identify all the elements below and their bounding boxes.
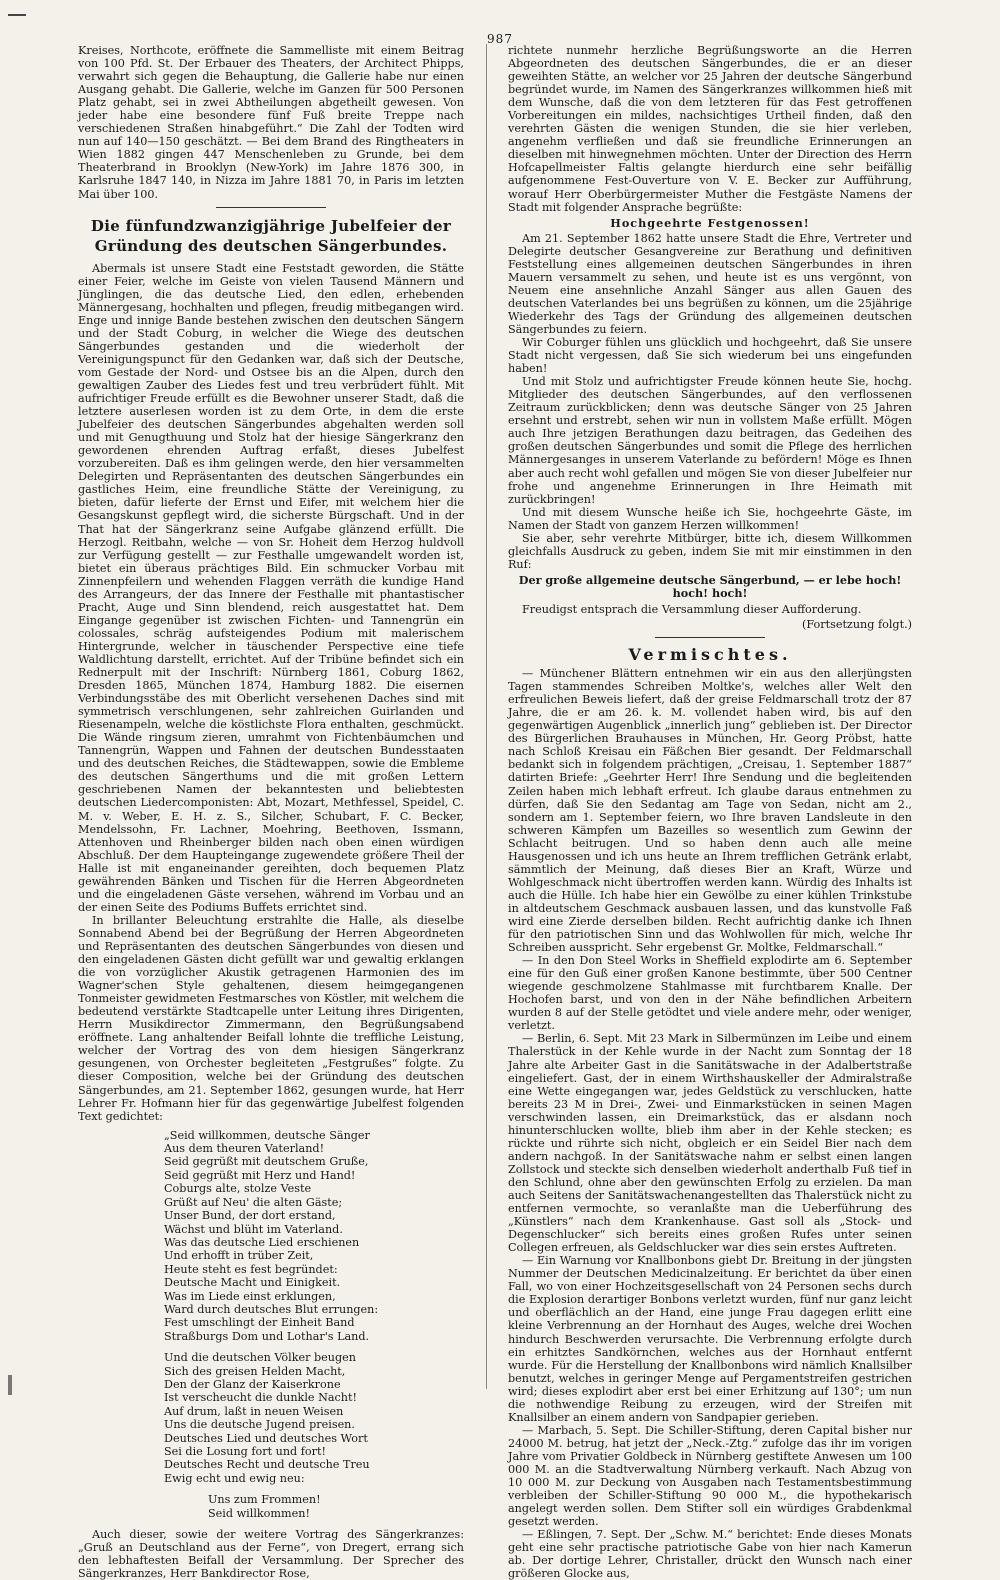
section-divider xyxy=(216,207,326,208)
poem-line: Den der Glanz der Kaiserkrone xyxy=(164,1377,341,1391)
right-column xyxy=(508,44,912,1580)
cheer-line: Der große allgemeine deutsche Sängerbund, — er lebe hoch! hoch! hoch! xyxy=(518,572,902,600)
poem-line: Wächst und blüht im Vaterland. xyxy=(164,1222,343,1236)
poem-line: Heute steht es fest begründet: xyxy=(164,1262,338,1276)
column-rule xyxy=(486,44,488,1389)
poem-line: Was im Liede einst erklungen, xyxy=(164,1289,336,1303)
poem-line: Aus dem theuren Vaterland! xyxy=(164,1142,325,1156)
left-column xyxy=(78,44,464,1580)
speech-paragraph: Wir Coburger fühlen uns glücklich und hochgeehrt, daß Sie unsere Stadt nicht vergessen, daß Sie sich wiederum bei uns eingefunden haben! xyxy=(508,336,912,376)
page-number: 987 xyxy=(487,32,513,46)
news-item: — Ein Warnung vor Knallbonbons giebt Dr. Breitung in der jüngsten Nummer der Deutschen Medicinalzeitung. Er berichtet da über einen Fall, wo von einer Hochzeitsgesellschaft von 24 Personen sechs durch die Explosion derartiger Bonbons verletzt wurden, fünf nur ganz leicht und oberflächlich an der Hand, eine junge Frau dagegen erlitt eine kleine Verbrennung an der Hornhaut des Auges, welche drei Wochen hindurch Beschwerden verursachte. Die Verbrennung erfolgte durch ein erhitztes Sandkörnchen, welches aus der Hornhaut entfernt wurde. Für die Herstellung der Knallbonbons wird nämlich Knallsilber benutzt, welches in geringer Menge auf Pergamentstreifen gestrichen wird; dieses explodirt aber erst bei einer Erhitzung auf 130°; um nun die nothwendige Reibung zu erzeugen, wird der Streifen mit Knallsilber an einem andern von Sandpapier gerieben. xyxy=(508,1254,912,1424)
section-divider xyxy=(655,637,765,638)
poem-line: Fest umschlingt der Einheit Band xyxy=(164,1316,355,1330)
article-paragraph: richtete nunmehr herzliche Begrüßungsworte an die Herren Abgeordneten des deutschen Sängerbundes, die er an dieser geweihten Stätte, an welcher vor 25 Jahren der deutsche Sängerbund begründet wurde, im Namen des Sängerkranzes willkommen hieß mit dem Wunsche, daß die von dem letzteren für das Fest getroffenen Vorbereitungen ein mildes, nachsichtiges Urtheil finden, daß den verehrten Gästen die wenigen Stunden, die sie hier verleben, angenehm verfließen und daß sie freundliche Erinnerungen an dieselben mit hinwegnehmen möchten. Unter der Direction des Herrn Hofcapellmeister Faltis gelangte hierdurch eine sehr beifällig aufgenommene Fest-Ouverture von V. E. Becker zur Aufführung, worauf Herr Oberbürgermeister Muther die Festgäste Namens der Stadt mit folgender Ansprache begrüßte: xyxy=(508,44,912,214)
speech-paragraph: Am 21. September 1862 hatte unsere Stadt die Ehre, Vertreter und Delegirte deutscher Gesangvereine zur Berathung und definitiven Feststellung eines allgemeinen deutschen Sängerbundes in ihren Mauern versammelt zu sehen, und heute ist es uns vergönnt, von Neuem eine ansehnliche Anzahl Sänger aus allen Gauen des deutschen Vaterlandes bei uns begrüßen zu können, um die 25jährige Wiederkehr des Tags der Gründung des allgemeinen deutschen Sängerbundes zu feiern. xyxy=(508,231,912,336)
poem-stanza xyxy=(164,1493,464,1520)
poem-stanza xyxy=(164,1351,464,1485)
poem-line: Straßburgs Dom und Lothar's Land. xyxy=(164,1329,370,1343)
speech-greeting: Hochgeehrte Festgenossen! xyxy=(610,215,810,230)
article-paragraph: Abermals ist unsere Stadt eine Feststadt geworden, die Stätte einer Feier, welche im Geiste von vielen Tausend Männern und Jünglingen, die das deutsche Lied, den edlen, erhebenden Männergesang, hochhalten und pflegen, freudig mitbegangen wird. Enge und innige Bande bestehen zwischen den deutschen Sängern und der Stadt Coburg, in welcher die Wiege des deutschen Sängerbundes gestanden und die wiederholt der Vereinigungspunct für den Gedanken war, daß sich der Deutsche, vom Gestade der Nord- und Ostsee bis an die Alpen, durch den gewaltigen Zauber des Liedes fest und treu verbrüdert fühlt. Mit aufrichtiger Freude erfüllt es die Bewohner unserer Stadt, daß die letztere auserlesen worden ist zu dem Orte, in dem die erste Jubelfeier des deutschen Sängerbundes abgehalten werden soll und mit Genugthuung und Stolz hat der hiesige Sängerkranz den gewordenen ehrenden Auftrag erfaßt, dieses Jubelfest vorzubereiten. Daß es ihm gelingen werde, den hier versammelten Delegirten und Repräsentanten des deutschen Sängerbundes ein gastliches Heim, eine freundliche Stätte der Vereinigung, zu bieten, dafür lieferte der Ernst und Eifer, mit welchem hier die Gesangskunst gepflegt wird, die sicherste Bürgschaft. Und in der That hat der Sängerkranz seine Aufgabe glänzend erfüllt. Die Herzogl. Reitbahn, welche — von Sr. Hoheit dem Herzog huldvoll zur Verfügung gestellt — zur Festhalle umgewandelt worden ist, bietet ein überaus prächtiges Bild. Ein schmucker Vorbau mit Zinnenpfeilern und wehenden Flaggen verräth die kundige Hand des Arrangeurs, der das Innere der Festhalle mit phantastischer Pracht, Auge und Sinn blendend, reich ausgestattet hat. Dem Eingange gegenüber ist zwischen Fichten- und Tannengrün ein colossales, schräg aufsteigendes Podium mit malerischem Hintergrunde, welcher in täuschender Perspective eine tiefe Waldlichtung darstellt, errichtet. Auf der Tribüne befindet sich ein Rednerpult mit der Inschrift: Nürnberg 1861, Coburg 1862, Dresden 1865, München 1874, Hamburg 1882. Die eisernen Verbindungsstäbe des mit Oberlicht versehenen Daches sind mit symmetrisch verschlungenen, sehr zahlreichen Guirlanden und Riesenampeln, welche die köstlichste Flora enthalten, geschmückt. Die Wände ringsum zieren, umrahmt von Fichtenbäumchen und Tannengrün, Wappen und Fahnen der deutschen Bundesstaaten und des deutschen Reiches, die Städtewappen, sowie die Embleme des deutschen Sängerthums und die mit großen Lettern geschriebenen Namen der bekanntesten und beliebtesten deutschen Liedercomponisten: Abt, Mozart, Methfessel, Speidel, C. M. v. Weber, E. H. z. S., Silcher, Schubart, F. C. Becker, Mendelssohn, Fr. Lachner, Moehring, Beethoven, Issmann, Attenhoven und Rheinberger bilden nach oben einen würdigen Abschluß. Der dem Haupteingange zugewendete größere Theil der Halle ist mit enganeinander gereihten, doch bequemen Platz gewährenden Bänken und Tischen für die Herren Abgeordneten und die eingeladenen Gäste versehen, während im Vorbau und an der einen Seite des Podiums Buffets errichtet sind. xyxy=(78,261,464,914)
poem-line: Seid gegrüßt mit deutschem Gruße, xyxy=(164,1155,369,1169)
poem-line: Sei die Losung fort und fort! xyxy=(164,1445,326,1458)
poem-line: Seid gegrüßt mit Herz und Hand! xyxy=(164,1168,356,1182)
poem-line: Seid willkommen! xyxy=(208,1506,310,1520)
news-item: — Berlin, 6. Sept. Mit 23 Mark in Silbermünzen im Leibe und einem Thalerstück in der Kehle wurde in der Nacht zum Sonntag der 18 Jahre alte Arbeiter Gast in die Sanitätswache in der Adalbertstraße eingeliefert. Gast, der in einem Wirthshauskeller der Admiralstraße eine Wette eingegangen war, jedes Geldstück zu verschlucken, hatte bereits 23 M in Drei-, Zwei- und Einmarkstücken in seinen Magen verschwinden lassen, ein Dreimarkstück, das er alsdann noch hinunterschlucken wollte, blieb ihm aber in der Kehle stecken; es rückte und rührte sich nicht, obgleich er ein Seidel Bier nach dem andern nachgoß. In der Sanitätswache nahm er selbst einen langen Zollstock und steckte sich denselben wiederholt anderthalb Fuß tief in den Schlund, ohne aber den gewünschten Erfolg zu erzielen. Da man auch Seitens der Sanitätswachenangestellten das Thalerstück nicht zu entfernen vermochte, so veranlaßte man die Ueberführung des „Künstlers“ nach dem Krankenhause. Gast soll als „Stock- und Degenschlucker“ sich bereits eines großen Rufes unter seinen Collegen erfreuen, als Geldschlucker war dies sein erstes Auftreten. xyxy=(508,1032,912,1255)
poem-line: „Seid willkommen, deutsche Sänger xyxy=(164,1128,370,1142)
poem-line: Deutsches Lied und deutsches Wort xyxy=(164,1431,368,1445)
page-edge-mark xyxy=(8,14,26,16)
poem-line: Ewig echt und ewig neu: xyxy=(164,1471,305,1485)
margin-mark xyxy=(8,1375,12,1395)
speech-paragraph: Und mit diesem Wunsche heiße ich Sie, hochgeehrte Gäste, im Namen der Stadt von ganzem Herzen willkommen! xyxy=(508,505,912,532)
poem-stanza xyxy=(164,1129,464,1344)
poem xyxy=(164,1129,464,1520)
news-item: — Marbach, 5. Sept. Die Schiller-Stiftung, deren Capital bisher nur 24000 M. betrug, hat jetzt der „Neck.-Ztg.“ zufolge das ihr im vorigen Jahre vom Privatier Goldbeck in Nürnberg gestiftete Anwesen um 100 000 M. an die Stadtverwaltung Nürnberg verkauft. Nach Abzug von 10 000 M. zur Deckung von Ausgaben nach Testamentsbestimmung verbleiben der Schiller-Stiftung 90 000 M., die hypothekarisch angelegt werden sollen. Dem Stifter soll ein würdiges Grabdenkmal gesetzt werden. xyxy=(508,1423,912,1529)
news-item: — Münchener Blättern entnehmen wir ein aus den allerjüngsten Tagen stammendes Schreiben Moltke's, welches aller Welt den erfreulichen Beweis liefert, daß der greise Feldmarschall trotz der 87 Jahre, die er am 26. k. M. vollendet haben wird, bis auf den gegenwärtigen Augenblick „innerlich jung“ geblieben ist. Der Director des Bürgerlichen Brauhauses in München, Hr. Georg Pröbst, hatte nach Schloß Kreisau ein Fäßchen Bier gesandt. Der Feldmarschall bedankt sich in folgendem prächtigen, „Creisau, 1. September 1887“ datirten Briefe: „Geehrter Herr! Ihre Sendung und die begleitenden Zeilen haben mich lebhaft erfreut. Ich glaube daraus entnehmen zu dürfen, daß Sie den Sedantag am Tage von Sedan, nicht am 2., sondern am 1. September feiern, wo Ihre braven Landsleute in den schweren Kämpfen um Bazeilles so wesentlich zum Gewinn der Schlacht beitrugen. Und so haben denn auch alle meine Hausgenossen und ich uns heute an Ihrem trefflichen Getränk erlabt, sämmtlich der Meinung, daß dieses Bier an Kraft, Würze und Wohlgeschmack nicht übertroffen werden kann. Würdig des Inhalts ist auch die Hülle. Ich habe hier ein Gewölbe zu einer kühlen Trinkstube in altdeutschem Geschmack ausbauen lassen, und das kunstvolle Faß wird eine Zierde derselben bilden. Recht aufrichtig danke ich Ihnen für den patriotischen Sinn und das Wohlwollen für mich, welche Ihr Schreiben ausspricht. Sehr ergebenst Gr. Moltke, Feldmarschall.“ xyxy=(508,667,912,955)
poem-line: Uns die deutsche Jugend preisen. xyxy=(164,1418,355,1432)
poem-line: Und die deutschen Völker beugen xyxy=(164,1351,356,1365)
poem-line: Coburgs alte, stolze Veste xyxy=(164,1182,312,1196)
poem-line: Was das deutsche Lied erschienen xyxy=(164,1235,360,1249)
poem-line: Sich des greisen Helden Macht, xyxy=(164,1364,346,1378)
poem-line: Unser Bund, der dort erstand, xyxy=(164,1209,336,1223)
poem-line: Deutsches Recht und deutsche Treu xyxy=(164,1458,370,1472)
speech-paragraph: Sie aber, sehr verehrte Mitbürger, bitte ich, diesem Willkommen gleichfalls Ausdruck zu geben, indem Sie mit mir einstimmen in den Ruf: xyxy=(508,531,912,571)
poem-line: Und erhofft in trüber Zeit, xyxy=(164,1249,314,1263)
article-paragraph: Auch dieser, sowie der weitere Vortrag des Sängerkranzes: „Gruß an Deutschland aus der Ferne“, von Dregert, errang sich den lebhaftesten Beifall der Versammlung. Der Sprecher des Sängerkranzes, Herr Bankdirector Rose, xyxy=(78,1528,464,1580)
poem-line: Ist verscheucht die dunkle Nacht! xyxy=(164,1391,358,1405)
poem-line: Deutsche Macht und Einigkeit. xyxy=(164,1276,341,1290)
poem-line: Uns zum Frommen! xyxy=(208,1493,321,1507)
section-title: Vermischtes. xyxy=(628,645,792,665)
article-continuation: Kreises, Northcote, eröffnete die Sammelliste mit einem Beitrag von 100 Pfd. St. Der Erbauer des Theaters, der Architect Phipps, verwahrt sich gegen die Behauptung, die Gallerie habe nur einen Ausgang gehabt. Die Gallerie, welche im Ganzen für 500 Personen Platz gehabt, sei in zwei Abtheilungen abgetheilt gewesen. Von jeder habe eine besondere fünf Fuß breite Treppe nach verschiedenen Straßen hinabgeführt.“ Die Zahl der Todten wird nun auf 140—150 geschätzt. — Bei dem Brand des Ringtheaters in Wien 1882 gingen 447 Menschenleben zu Grunde, bei dem Theaterbrand in Brooklyn (New-York) im Jahre 1876 300, in Karlsruhe 1847 140, in Nizza im Jahre 1881 70, in Paris im letzten Mai über 100. xyxy=(78,44,464,201)
continued-note: (Fortsetzung folgt.) xyxy=(801,618,912,632)
speech-paragraph: Und mit Stolz und aufrichtigster Freude können heute Sie, hochg. Mitglieder des deutschen Sängerbundes, auf den verflossenen Zeitraum zurückblicken; denn was deutsche Sänger von 25 Jahren ersehnt und erstrebt, sehen wir nun in vollstem Maße erfüllt. Mögen auch Ihre jetzigen Berathungen dazu beitragen, das Gedeihen des großen deutschen Sängerbundes und somit die Pflege des herrlichen Männergesanges in unserem Vaterlande zu befördern! Möge es Ihnen aber auch recht wohl gefallen und mögen Sie von dieser Jubelfeier nur frohe und angenehme Erinnerungen in Ihre Heimath mit zurückbringen! xyxy=(508,375,912,506)
news-item: — In den Don Steel Works in Sheffield explodirte am 6. September eine für den Guß einer großen Kanone bestimmte, über 500 Centner wiegende geschmolzene Stahlmasse mit furchtbarem Knalle. Der Hochofen barst, und von den in der Nähe befindlichen Arbeitern wurden 8 auf der Stelle getödtet und viele andere mehr, oder weniger, verletzt. xyxy=(508,954,912,1033)
poem-line: Ward durch deutsches Blut errungen: xyxy=(164,1302,379,1316)
poem-line: Auf drum, laßt in neuen Weisen xyxy=(164,1404,344,1418)
article-paragraph: Freudigst entsprach die Versammlung dieser Aufforderung. xyxy=(522,602,862,616)
news-item: — Eßlingen, 7. Sept. Der „Schw. M.“ berichtet: Ende dieses Monats geht eine sehr practische patriotische Gabe von hier nach Kamerun ab. Der dortige Lehrer, Christaller, drückt den Wunsch nach einer größeren Glocke aus, xyxy=(508,1528,912,1580)
article-paragraph: In brillanter Beleuchtung erstrahlte die Halle, als dieselbe Sonnabend Abend bei der Begrüßung der Herren Abgeordneten und Repräsentanten des deutschen Sängerbundes von diesen und den eingeladenen Gästen dicht gefüllt war und gewaltig erklangen die von vorzüglicher Akustik getragenen Harmonien des im Wagner'schen Style gehaltenen, diesem heimgegangenen Tonmeister gewidmeten Festmarsches von Köstler, mit welchem die bedeutend verstärkte Stadtcapelle unter Leitung ihres Dirigenten, Herrn Musikdirector Zimmermann, den Begrüßungsabend eröffnete. Lang anhaltender Beifall lohnte die treffliche Leistung, welcher der Vortrag des von dem hiesigen Sängerkranz gesungenen, von Orchester begleiteten „Festgrußes“ folgte. Zu dieser Composition, welche bei der Gründung des deutschen Sängerbundes, am 21. September 1862, gesungen wurde, hat Herr Lehrer Fr. Hofmann hier für das gegenwärtige Jubelfest folgenden Text gedichtet: xyxy=(78,913,464,1123)
poem-line: Grüßt auf Neu' die alten Gäste; xyxy=(164,1195,343,1209)
article-headline: Die fünfundzwanzigjährige Jubelfeier der Gründung des deutschen Sängerbundes. xyxy=(90,216,452,255)
